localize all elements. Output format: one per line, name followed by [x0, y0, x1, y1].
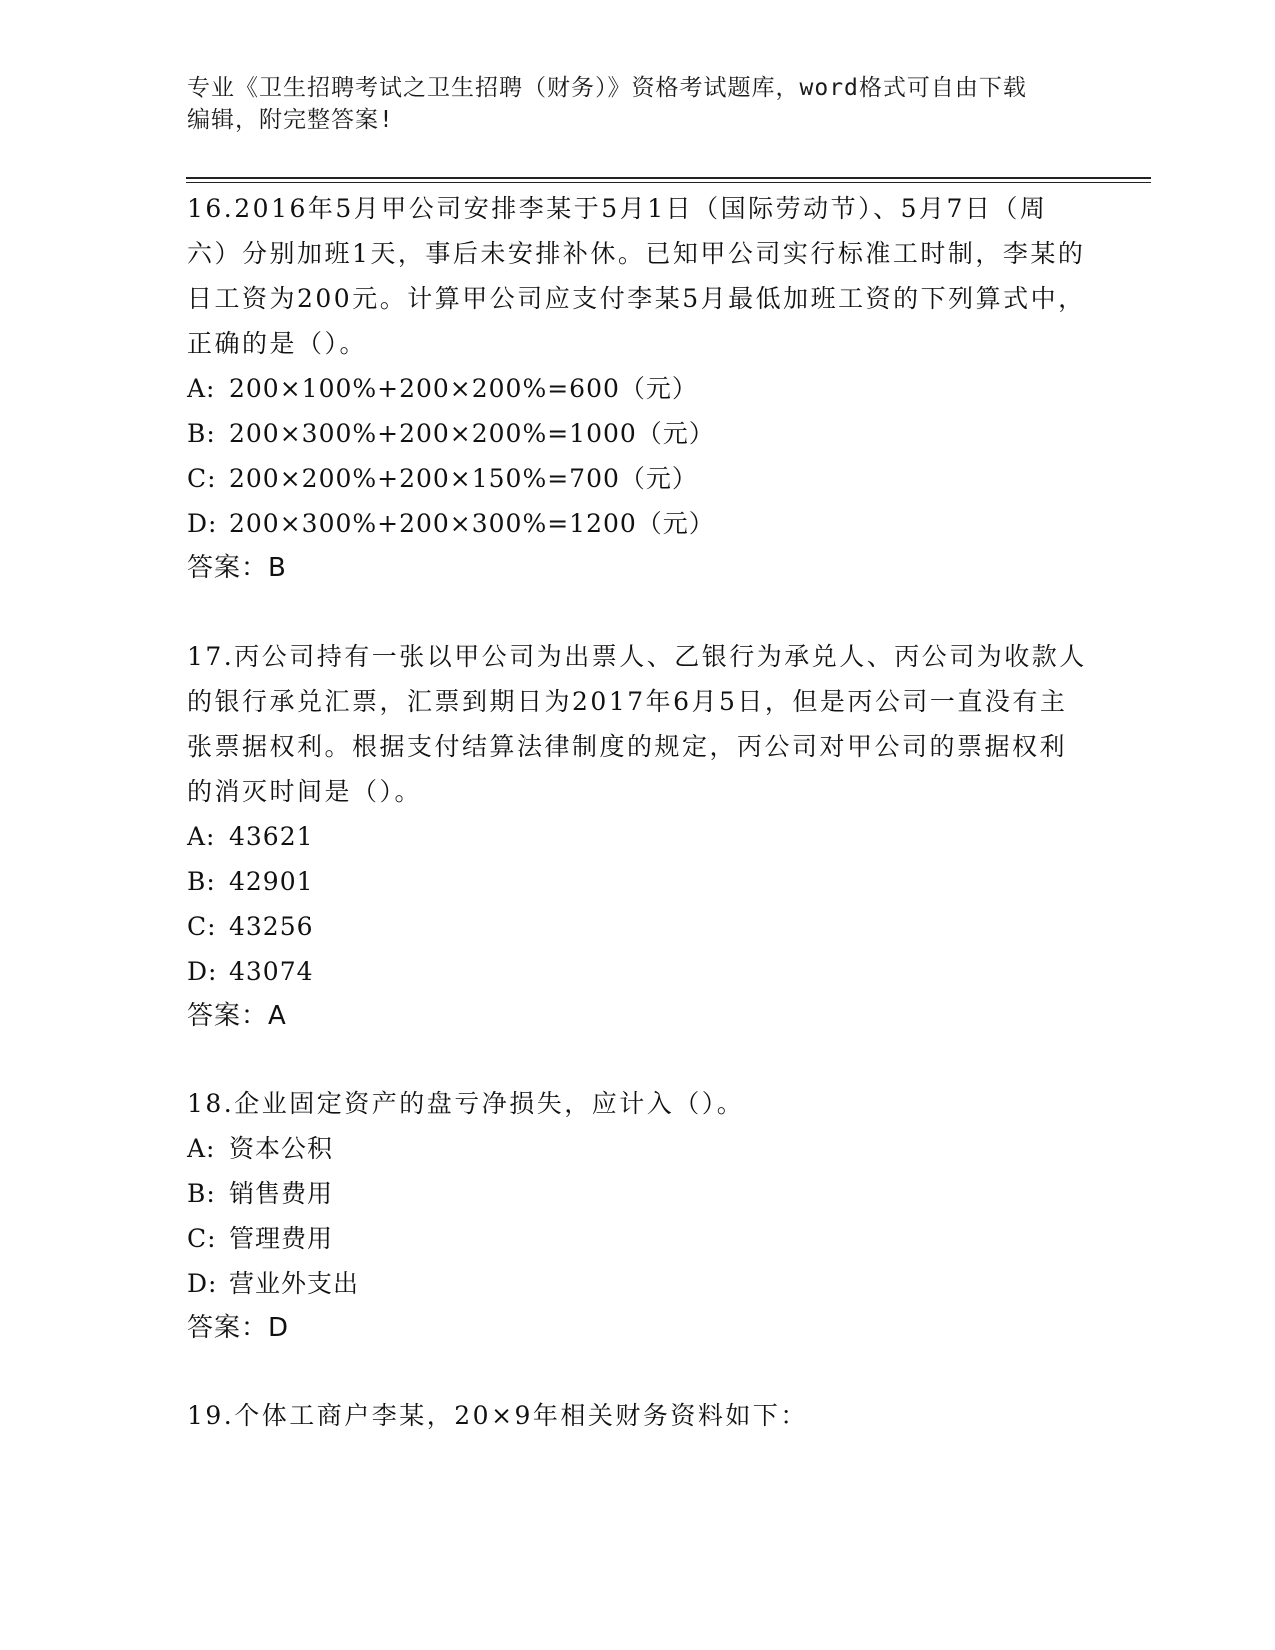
- header-divider-thick: [186, 177, 1151, 179]
- option-label: D:: [187, 957, 218, 986]
- question-text: 17.丙公司持有一张以甲公司为出票人、乙银行为承兑人、丙公司为收款人的银行承兑汇票，汇票到期日为2017年6月5日，但是丙公司一直没有主张票据权利。根据支付结算法律制度的规定，丙公司对甲公司的票据权利的消灭时间是（）。: [187, 642, 1087, 806]
- option-c: [187, 456, 1087, 501]
- option-text: 43256: [229, 912, 314, 941]
- option-label: B:: [187, 1179, 216, 1208]
- option-label: C:: [187, 912, 217, 941]
- option-label: B:: [187, 419, 216, 448]
- answer: 答案：A: [187, 1001, 287, 1031]
- option-label: B:: [187, 867, 216, 896]
- option-label: A:: [187, 1134, 216, 1163]
- option-text: 营业外支出: [229, 1269, 360, 1298]
- question-text: 18.企业固定资产的盘亏净损失，应计入（）。: [187, 1089, 745, 1118]
- option-label: A:: [187, 822, 216, 851]
- option-label: A:: [187, 374, 216, 403]
- option-text: 43074: [229, 957, 314, 986]
- option-label: D:: [187, 1269, 218, 1298]
- option-b: [187, 1171, 1087, 1216]
- answer: 答案：B: [187, 553, 287, 583]
- question-19: [187, 1393, 1087, 1438]
- option-a: [187, 814, 1087, 859]
- option-c: [187, 904, 1087, 949]
- question-18: [187, 1081, 1087, 1351]
- option-d: [187, 501, 1087, 546]
- option-label: C:: [187, 1224, 217, 1253]
- option-text: 200×100%+200×200%=600（元）: [229, 374, 698, 403]
- option-text: 资本公积: [229, 1134, 334, 1163]
- option-text: 销售费用: [229, 1179, 334, 1208]
- option-text: 200×300%+200×300%=1200（元）: [229, 509, 715, 538]
- option-text: 管理费用: [229, 1224, 334, 1253]
- option-text: 42901: [229, 867, 314, 896]
- option-text: 200×300%+200×200%=1000（元）: [229, 419, 715, 448]
- header-line-2: 编辑，附完整答案!: [187, 107, 394, 133]
- document-header: [187, 72, 1087, 136]
- question-text: 19.个体工商户李某，20×9年相关财务资料如下：: [187, 1401, 808, 1430]
- option-d: [187, 949, 1087, 994]
- header-line-1: 专业《卫生招聘考试之卫生招聘（财务）》资格考试题库，word格式可自由下载: [187, 75, 1027, 101]
- option-d: [187, 1261, 1087, 1306]
- option-text: 200×200%+200×150%=700（元）: [229, 464, 698, 493]
- option-label: C:: [187, 464, 217, 493]
- option-b: [187, 859, 1087, 904]
- option-a: [187, 366, 1087, 411]
- answer: 答案：D: [187, 1313, 290, 1343]
- option-c: [187, 1216, 1087, 1261]
- question-17: [187, 634, 1087, 1039]
- option-a: [187, 1126, 1087, 1171]
- option-b: [187, 411, 1087, 456]
- header-divider-thin: [186, 182, 1151, 183]
- question-text: 16.2016年5月甲公司安排李某于5月1日（国际劳动节）、5月7日（周六）分别加班1天，事后未安排补休。已知甲公司实行标准工时制，李某的日工资为200元。计算甲公司应支付李某5月最低加班工资的下列算式中，正确的是（）。: [187, 194, 1086, 358]
- question-16: [187, 186, 1087, 591]
- option-label: D:: [187, 509, 218, 538]
- option-text: 43621: [229, 822, 314, 851]
